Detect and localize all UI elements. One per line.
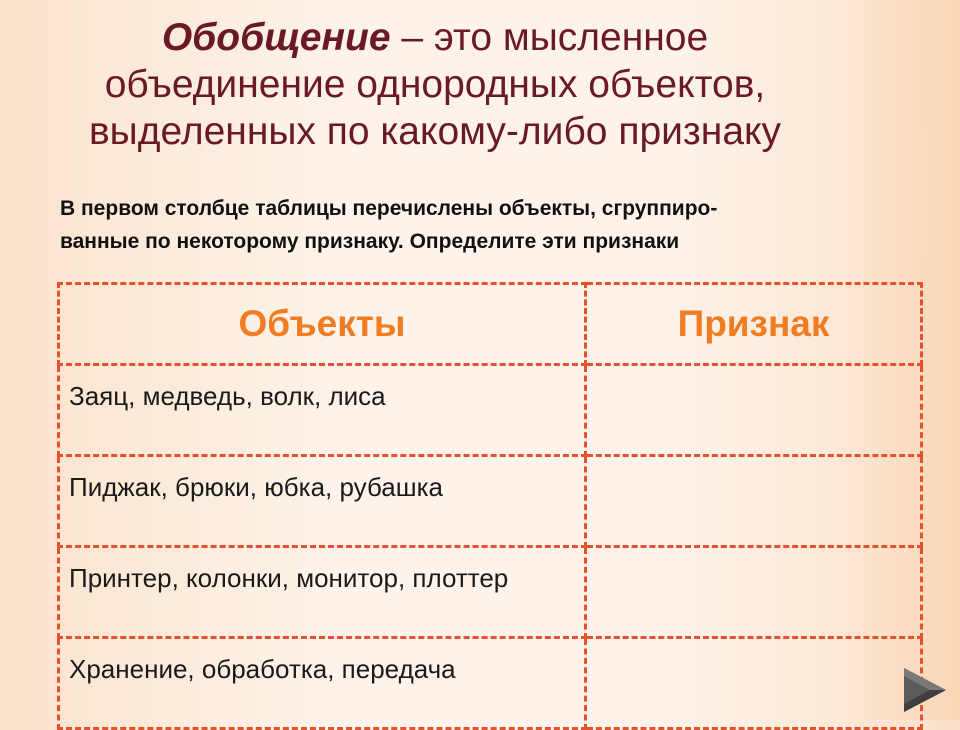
objects-cell: Принтер, колонки, монитор, плоттер xyxy=(59,547,586,638)
title-term: Обобщение xyxy=(161,16,391,59)
title-line-1 xyxy=(0,14,870,61)
header-objects: Объекты xyxy=(59,284,586,365)
table-row xyxy=(59,365,922,456)
table-row xyxy=(59,638,922,729)
feature-cell[interactable] xyxy=(586,456,922,547)
objects-cell: Пиджак, брюки, юбка, рубашка xyxy=(59,456,586,547)
task-line-2: ванные по некоторому признаку. Определите эти признаки xyxy=(60,230,680,253)
header-feature: Признак xyxy=(586,284,922,365)
feature-cell[interactable] xyxy=(586,365,922,456)
objects-table xyxy=(57,282,923,730)
objects-cell: Заяц, медведь, волк, лиса xyxy=(59,365,586,456)
feature-cell[interactable] xyxy=(586,547,922,638)
task-text xyxy=(60,192,910,258)
feature-cell[interactable] xyxy=(586,638,922,729)
task-line-1: В первом столбце таблицы перечислены объекты, сгруппиро- xyxy=(60,197,718,220)
next-slide-button[interactable] xyxy=(900,666,948,714)
objects-cell: Хранение, обработка, передача xyxy=(59,638,586,729)
table-row xyxy=(59,456,922,547)
table-header-row xyxy=(59,284,922,365)
table-row xyxy=(59,547,922,638)
slide-title xyxy=(0,14,870,155)
title-line-1-rest: – это мысленное xyxy=(390,16,709,59)
title-line-2: объединение однородных объектов, xyxy=(104,63,766,106)
play-arrow-icon xyxy=(900,666,948,714)
title-line-3: выделенных по какому-либо признаку xyxy=(88,110,782,153)
